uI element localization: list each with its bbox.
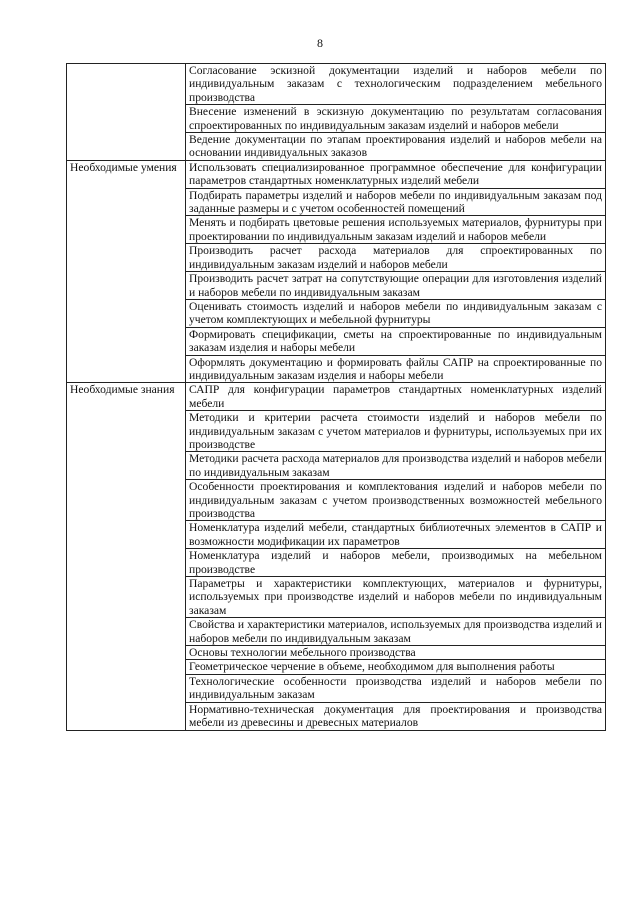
item-description: Менять и подбирать цветовые решения используемых материалов, фурнитуры при проектировании по индивидуальным заказам изделий и наборов мебели — [186, 216, 606, 244]
item-description: САПР для конфигурации параметров стандартных номенклатурных изделий мебели — [186, 383, 606, 411]
item-description: Параметры и характеристики комплектующих, материалов и фурнитуры, используемых при производстве изделий и наборов мебели по индивидуальным заказам — [186, 577, 606, 618]
item-description: Технологические особенности производства изделий и наборов мебели по индивидуальным заказам — [186, 674, 606, 702]
item-description: Геометрическое черчение в объеме, необходимом для выполнения работы — [186, 660, 606, 674]
item-description: Согласование эскизной документации изделий и наборов мебели по индивидуальным заказам с технологическим подразделением мебельного производства — [186, 64, 606, 105]
item-description: Методики расчета расхода материалов для производства изделий и наборов мебели по индивидуальным заказам — [186, 452, 606, 480]
item-description: Особенности проектирования и комплектования изделий и наборов мебели по индивидуальным заказам с учетом производственных возможностей мебельного производства — [186, 480, 606, 521]
table-row — [67, 383, 606, 411]
item-description: Номенклатура изделий и наборов мебели, производимых на мебельном производстве — [186, 549, 606, 577]
item-description: Оформлять документацию и формировать файлы САПР на спроектированные по индивидуальным заказам изделия и наборы мебели — [186, 355, 606, 383]
competency-table-body — [67, 64, 606, 731]
item-description: Производить расчет затрат на сопутствующие операции для изготовления изделий и наборов мебели по индивидуальным заказам — [186, 272, 606, 300]
page-number: 8 — [317, 36, 323, 50]
item-description: Формировать спецификации, сметы на спроектированные по индивидуальным заказам изделия и наборы мебели — [186, 327, 606, 355]
item-description: Оценивать стоимость изделий и наборов мебели по индивидуальным заказам с учетом комплектующих и мебельной фурнитуры — [186, 299, 606, 327]
item-description: Внесение изменений в эскизную документацию по результатам согласования спроектированных по индивидуальным заказам изделий и наборов мебели — [186, 105, 606, 133]
section-label: Необходимые знания — [67, 383, 186, 730]
item-description: Производить расчет расхода материалов для спроектированных по индивидуальным заказам изделий и наборов мебели — [186, 244, 606, 272]
section-label — [67, 64, 186, 161]
item-description: Основы технологии мебельного производства — [186, 646, 606, 660]
item-description: Подбирать параметры изделий и наборов мебели по индивидуальным заказам под заданные размеры и с учетом особенностей помещений — [186, 188, 606, 216]
item-description: Нормативно-техническая документация для проектирования и производства мебели из древесины и древесных материалов — [186, 702, 606, 730]
table-row — [67, 160, 606, 188]
item-description: Методики и критерии расчета стоимости изделий и наборов мебели по индивидуальным заказам с учетом материалов и фурнитуры, используемых при их производстве — [186, 411, 606, 452]
competency-table — [66, 63, 606, 731]
table-row — [67, 64, 606, 105]
item-description: Ведение документации по этапам проектирования изделий и наборов мебели на основании индивидуальных заказов — [186, 133, 606, 161]
item-description: Номенклатура изделий мебели, стандартных библиотечных элементов в САПР и возможности модификации их параметров — [186, 521, 606, 549]
section-label: Необходимые умения — [67, 160, 186, 383]
item-description: Свойства и характеристики материалов, используемых для производства изделий и наборов мебели по индивидуальным заказам — [186, 618, 606, 646]
item-description: Использовать специализированное программное обеспечение для конфигурации параметров стандартных номенклатурных изделий мебели — [186, 160, 606, 188]
